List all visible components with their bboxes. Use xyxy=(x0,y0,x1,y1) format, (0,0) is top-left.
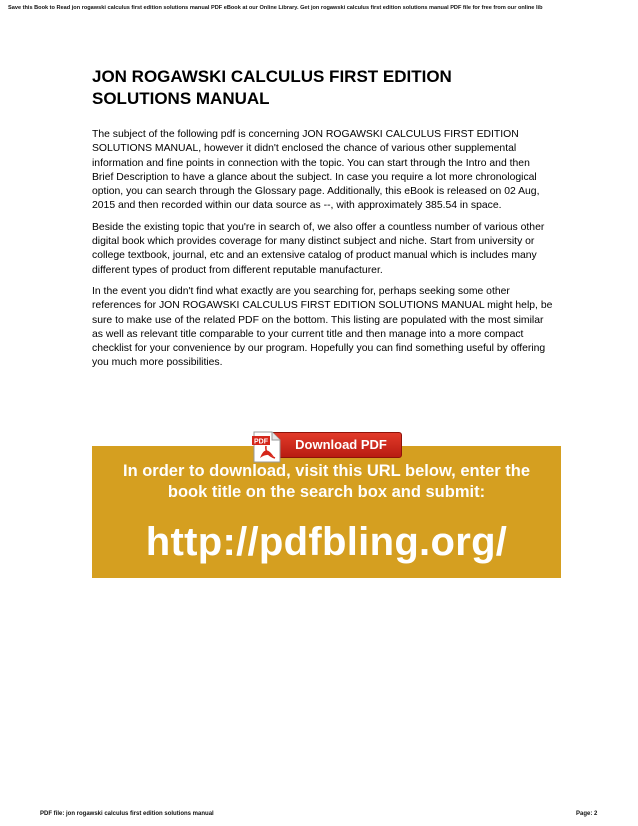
paragraph-references: In the event you didn't find what exactly are you searching for, perhaps seeking some other references for JON ROGAWSKI CALCULUS FIRST EDITION SOLUTIONS MANUAL might help, be sure to make use of the related PDF on the bottom. This listing are populated with the most similar as well as relevant title comparable to your current title and then manage into a more compact checklist for your convenience by our program. Hopefully you can find something useful by offering you much more possibilities. xyxy=(92,285,553,369)
body-text xyxy=(92,128,554,378)
top-banner: Save this Book to Read jon rogawski calculus first edition solutions manual PDF eBook at our Online Library. Get jon rogawski calculus first edition solutions manual PDF file for free from our online lib xyxy=(8,5,543,11)
download-pdf-button[interactable] xyxy=(250,430,402,460)
instruction-line-1: In order to download, visit this URL below, enter the xyxy=(122,462,531,480)
footer-file-label: PDF file: jon rogawski calculus first edition solutions manual xyxy=(40,811,214,817)
download-banner[interactable] xyxy=(92,426,561,578)
title-line-2: SOLUTIONS MANUAL xyxy=(92,89,270,108)
instruction-line-2: book title on the search box and submit: xyxy=(167,483,486,501)
pdf-icon-label: PDF xyxy=(254,438,268,446)
paragraph-intro: The subject of the following pdf is concerning JON ROGAWSKI CALCULUS FIRST EDITION SOLUTIONS MANUAL, however it didn't enclosed the chance of various other supplemental information and fine points in connection with the topic. You can start through the Intro and then Brief Description to have a glance about the subject. In case you require a lot more chronological option, you can search through the Glossary page. Additionally, this eBook is released on 02 Aug, 2015 and then recorded within our data source as --, with approximately 385.54 in space. xyxy=(92,129,540,212)
download-pdf-label: Download PDF xyxy=(268,432,402,458)
title-line-1: JON ROGAWSKI CALCULUS FIRST EDITION xyxy=(92,67,452,86)
paragraph-catalog: Beside the existing topic that you're in search of, we also offer a countless number of various other digital book which provides coverage for many distinct subject and niche. Start from university or college textbook, journal, etc and an extensive catalog of product manual which is includes many different types of product from different reputable manufacturer. xyxy=(92,221,545,276)
footer-page-number: Page: 2 xyxy=(576,811,598,817)
pdf-file-icon xyxy=(250,430,284,464)
download-instructions xyxy=(92,461,561,503)
page-title xyxy=(92,66,552,110)
download-url-link[interactable]: http://pdfbling.org/ xyxy=(145,520,508,564)
download-panel[interactable] xyxy=(92,446,561,578)
